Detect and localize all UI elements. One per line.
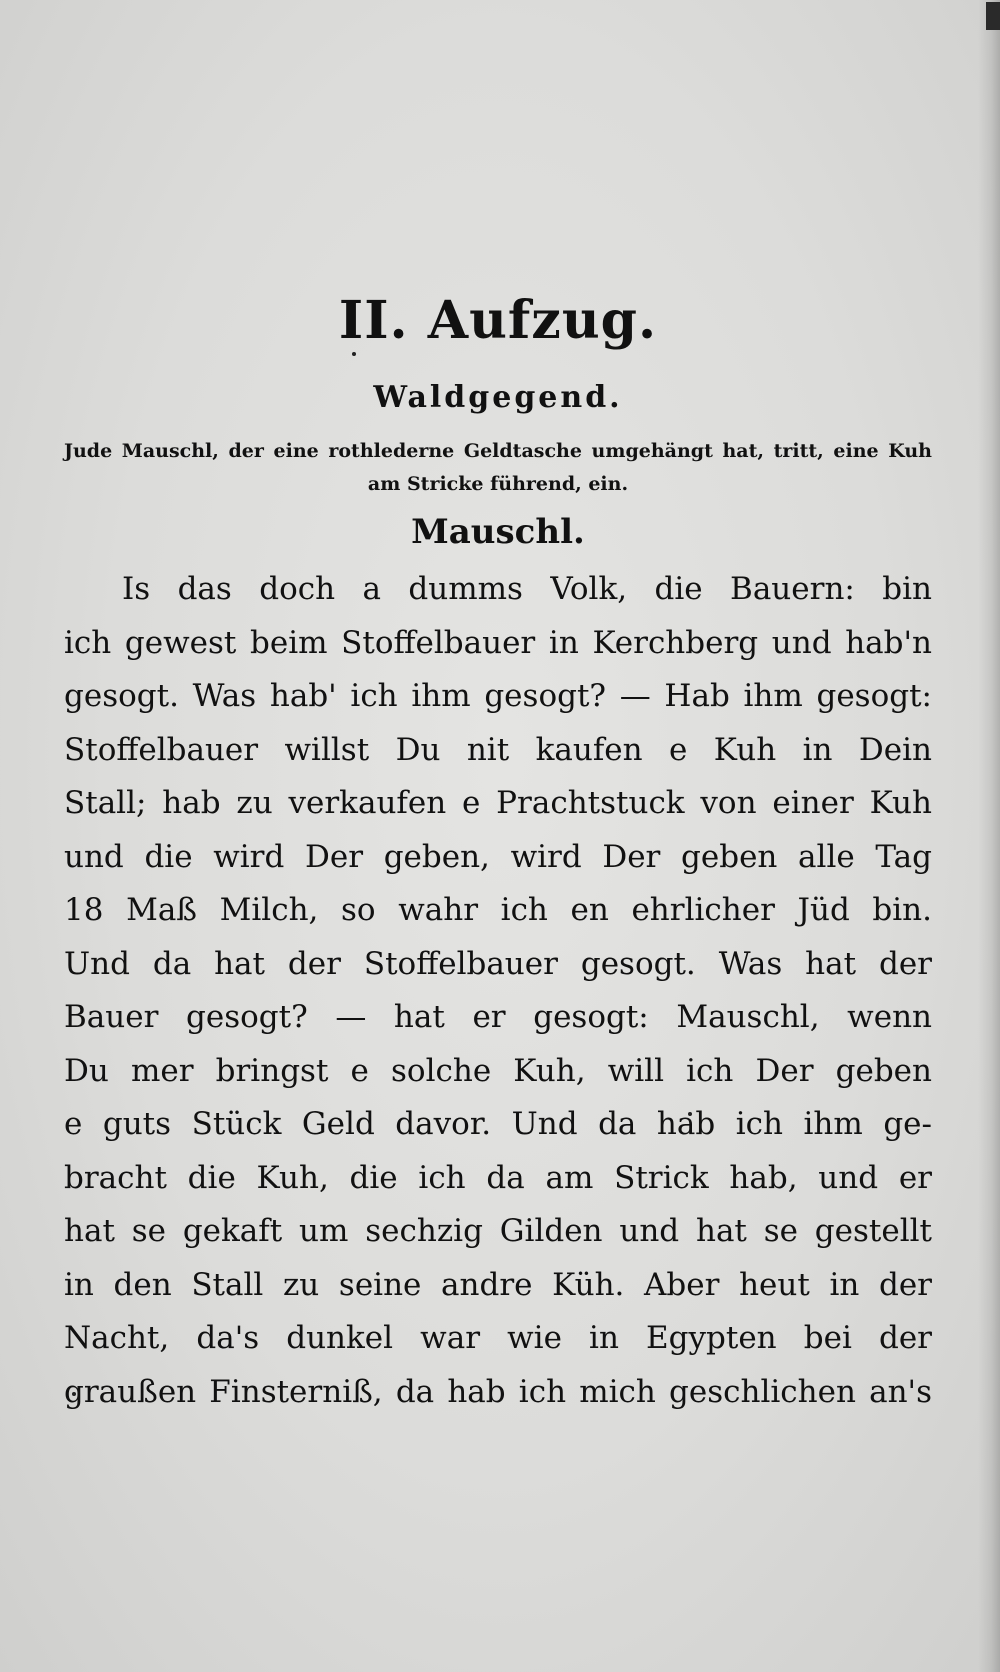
text-line: graußen Finsterniß, da hab ich mich geschlichen an's: [64, 1373, 932, 1410]
text-line: ich gewest beim Stoffelbauer in Kerchberg und hab'n: [64, 624, 932, 661]
text-line: bracht die Kuh, die ich da am Strick hab, und er: [64, 1159, 932, 1196]
page-corner-mark: [986, 2, 1000, 30]
text-line: Und da hat der Stoffelbauer gesogt. Was hat der: [64, 945, 932, 982]
act-heading: II. Aufzug.: [338, 290, 658, 351]
text-line: Stoffelbauer willst Du nit kaufen e Kuh in Dein: [64, 731, 932, 768]
text-line: gesogt. Was hab' ich ihm gesogt? — Hab ihm gesogt:: [64, 678, 932, 714]
text-line: hat se gekaft um sechzig Gilden und hat se gestellt: [64, 1213, 932, 1249]
text-line: Nacht, da's dunkel war wie in Egypten bei der: [64, 1320, 932, 1356]
speaker-name: Mauschl.: [411, 512, 585, 552]
stage-direction: Jude Mauschl, der eine rothlederne Geldtasche umgehängt hat, tritt, eine Kuh am Stricke führend, ein.: [64, 440, 932, 495]
text-line: Du mer bringst e solche Kuh, will ich Der geben: [64, 1052, 932, 1089]
text-line: 18 Maß Milch, so wahr ich en ehrlicher Jüd bin.: [64, 892, 932, 928]
text-line: in den Stall zu seine andre Küh. Aber heut in der: [64, 1266, 932, 1303]
text-line: Is das doch a dumms Volk, die Bauern: bin: [122, 571, 932, 607]
page-edge-shadow: [978, 0, 1000, 1672]
text-line: und die wird Der geben, wird Der geben alle Tag: [64, 838, 932, 875]
text-line: e guts Stück Geld davor. Und da hab ich ihm ge-: [64, 1106, 932, 1142]
text-line: Stall; hab zu verkaufen e Prachtstuck von einer Kuh: [64, 785, 932, 821]
monologue-text: [64, 563, 932, 1419]
scene-setting: Waldgegend.: [373, 380, 623, 415]
text-line: Bauer gesogt? — hat er gesogt: Mauschl, wenn: [64, 999, 932, 1035]
page-content: [64, 275, 932, 1419]
